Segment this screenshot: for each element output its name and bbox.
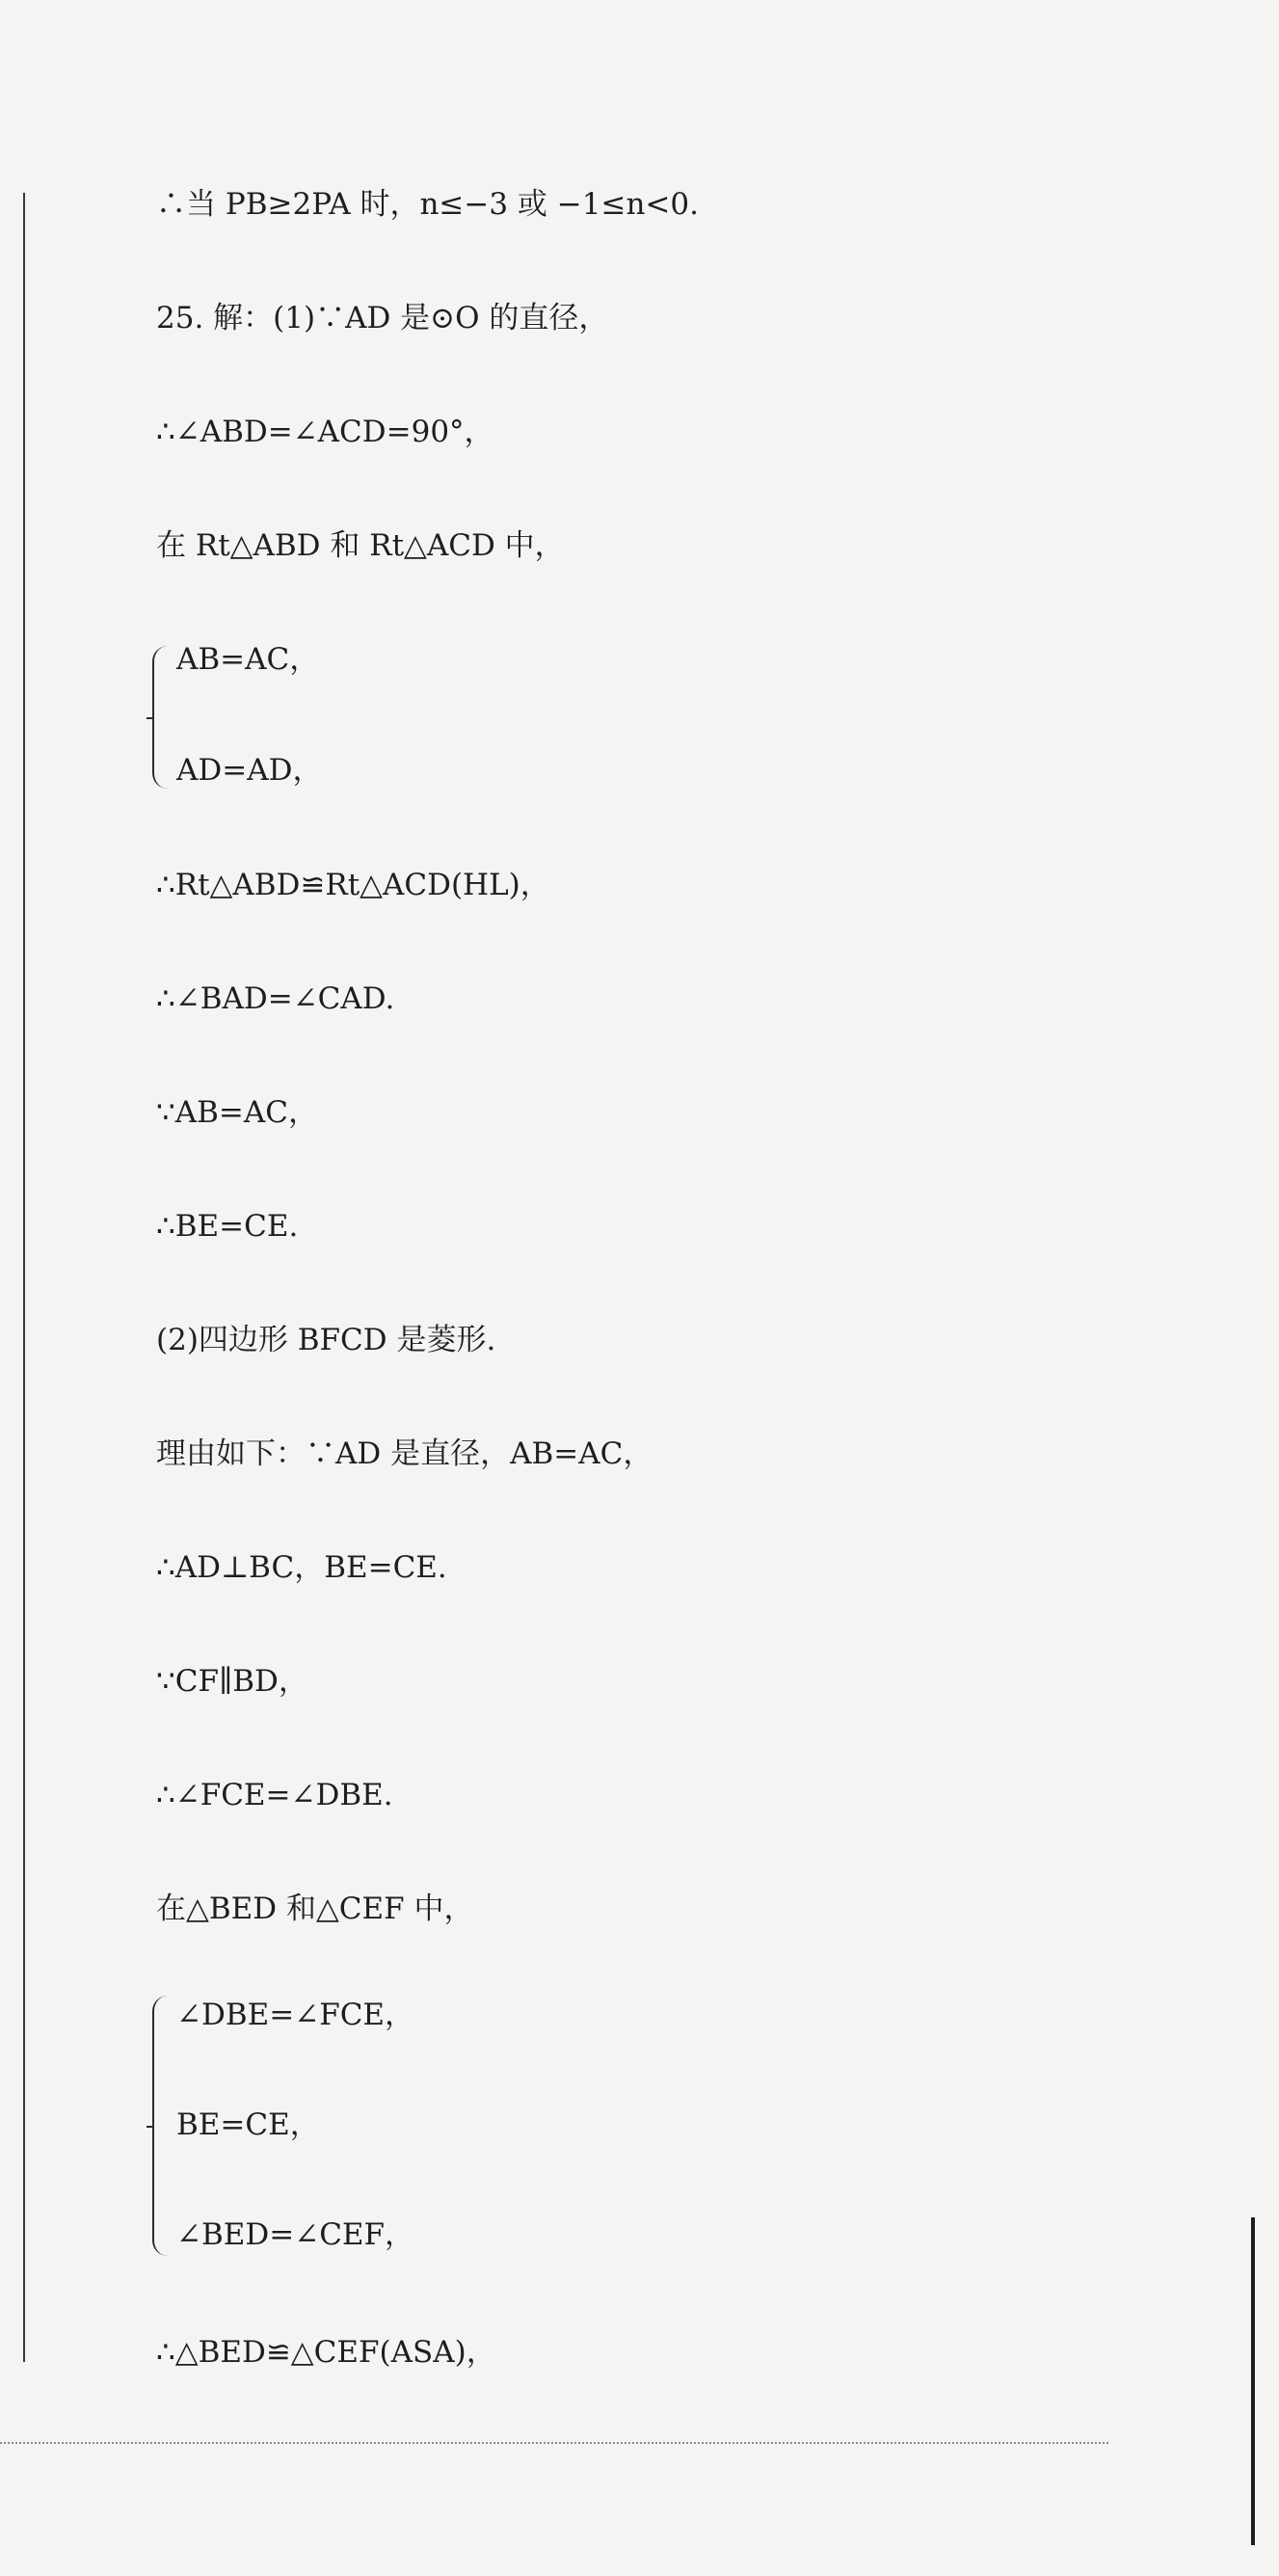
right-page-edge-line bbox=[1251, 2217, 1255, 2545]
text-line-9: ∵AB=AC， bbox=[156, 1095, 318, 1130]
text-line-8: ∴∠BAD=∠CAD. bbox=[156, 981, 395, 1016]
text-line-15: ∴∠FCE=∠DBE. bbox=[156, 1778, 393, 1812]
text-line-19: ∠BED=∠CEF， bbox=[176, 2217, 415, 2252]
text-line-11: (2)四边形 BFCD 是菱形. bbox=[156, 1323, 496, 1357]
text-line-4: 在 Rt△ABD 和 Rt△ACD 中， bbox=[156, 528, 565, 563]
text-line-16: 在△BED 和△CEF 中， bbox=[156, 1892, 474, 1926]
text-line-12: 理由如下：∵AD 是直径，AB=AC， bbox=[156, 1436, 653, 1471]
text-line-3: ∴∠ABD=∠ACD=90°， bbox=[156, 415, 494, 449]
text-line-6: AD=AD， bbox=[176, 753, 323, 788]
dotted-divider bbox=[0, 2442, 1108, 2444]
text-line-20: ∴△BED≌△CEF(ASA)， bbox=[156, 2335, 496, 2370]
text-line-2: 25. 解：(1)∵AD 是⊙O 的直径， bbox=[156, 301, 609, 335]
text-line-14: ∵CF∥BD， bbox=[156, 1664, 308, 1699]
text-line-7: ∴Rt△ABD≌Rt△ACD(HL)， bbox=[156, 868, 550, 902]
text-line-10: ∴BE=CE. bbox=[156, 1209, 299, 1244]
text-line-13: ∴AD⊥BC，BE=CE. bbox=[156, 1550, 447, 1585]
text-line-1: ∴当 PB≥2PA 时，n≤−3 或 −1≤n<0. bbox=[156, 187, 699, 222]
system-brace-2 bbox=[152, 1996, 173, 2256]
left-margin-line bbox=[23, 193, 25, 2362]
system-brace-1 bbox=[152, 646, 173, 789]
text-line-17: ∠DBE=∠FCE， bbox=[176, 1998, 415, 2032]
text-line-18: BE=CE， bbox=[176, 2107, 320, 2142]
text-line-5: AB=AC， bbox=[176, 642, 320, 677]
